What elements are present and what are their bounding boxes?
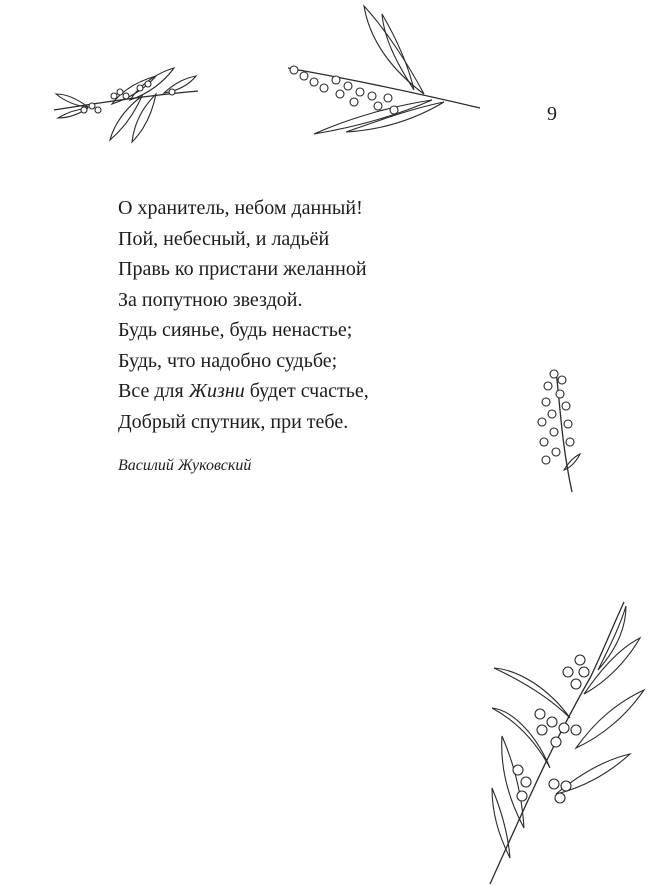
poem-line-emphasis: Жизни <box>188 380 245 402</box>
mimosa-sprig-right-icon <box>532 366 582 496</box>
poem-line: За попутною звездой. <box>118 288 303 311</box>
poem-author: Василий Жуковский <box>118 457 252 474</box>
poem-line: Будь, что надобно судьбе; <box>118 349 338 372</box>
page-number: 9 <box>547 103 557 125</box>
mimosa-branch-bottom-right-icon <box>480 598 650 886</box>
mimosa-branch-top-center-icon <box>284 2 484 142</box>
poem-line: Правь ко пристани желанной <box>118 258 367 280</box>
poem-line: Будь сиянье, будь ненастье; <box>118 319 353 341</box>
poem-line: О хранитель, небом данный! <box>118 197 363 219</box>
poem-line-text: будет счастье, <box>244 380 369 402</box>
poem <box>118 193 369 437</box>
mimosa-sprig-top-left-icon <box>52 58 202 148</box>
poem-line: Добрый спутник, при тебе. <box>118 410 349 433</box>
poem-line: Пой, небесный, и ладьёй <box>118 227 330 250</box>
poem-line <box>118 376 369 407</box>
poem-line-text: Все для <box>118 380 189 402</box>
